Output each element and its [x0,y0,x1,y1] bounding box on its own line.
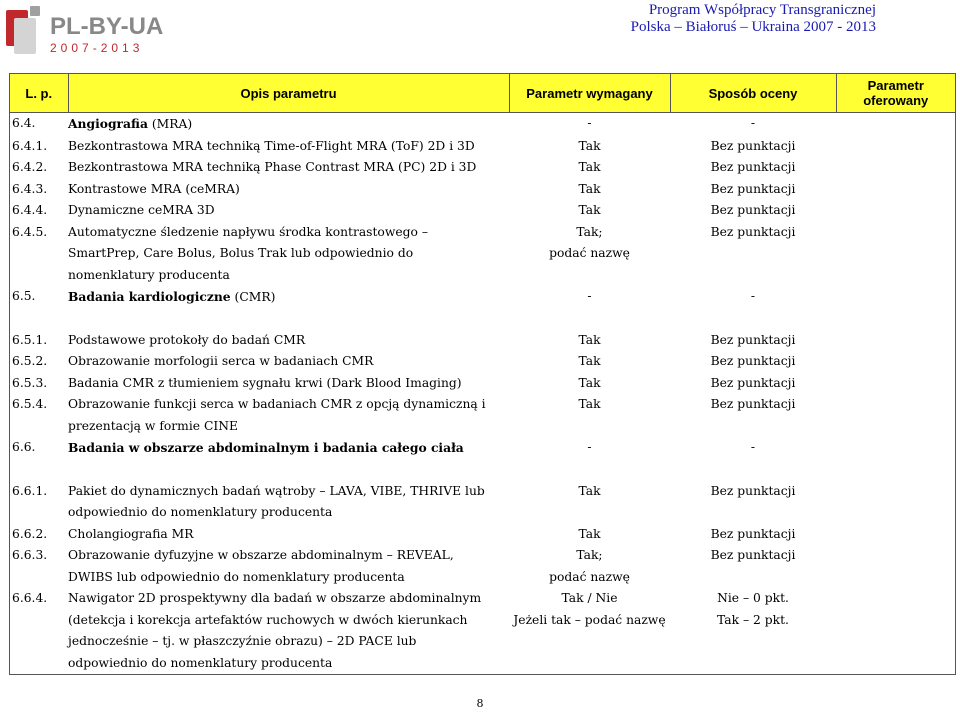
section-title: Angiografia [68,116,148,131]
row-lp: 6.4.4. [10,200,69,222]
table-row [10,524,956,546]
row-wymagany: - [587,440,592,454]
table-row [10,286,956,309]
row-wymagany: Tak [578,138,601,153]
logo-years: 2007-2013 [50,41,144,55]
row-ocena: - [750,116,756,130]
row-opis: Cholangiografia MR [68,526,194,541]
row-wymagany: Tak [578,332,601,347]
row-ocena: - [750,289,756,303]
row-lp: 6.5.1. [10,330,69,352]
row-ocena-line: Tak – 2 pkt. [717,612,789,627]
row-opis-line: SmartPrep, Care Bolus, Bolus Trak lub odpowiednio do [68,246,414,260]
row-opis [68,437,509,460]
row-ocena: Bez punktacji [710,397,796,411]
section-title: Badania kardiologiczne [68,289,231,304]
logo-emblem-square [30,6,40,16]
row-ocena: Bez punktacji [710,160,796,174]
row-wymagany: Tak [578,397,601,411]
table-row [10,394,956,437]
row-lp: 6.6.2. [10,524,69,546]
row-opis-line: jednocześnie – tj. w płaszczyźnie obrazu) – 2D PACE lub [68,634,417,648]
program-title-line1: Program Współpracy Transgranicznej [648,2,876,18]
row-opis: Bezkontrastowa MRA techniką Time-of-Flight MRA (ToF) 2D i 3D [68,138,475,153]
row-wymagany: Tak [578,160,601,174]
table-row [10,481,956,524]
program-title-line2: Polska – Białoruś – Ukraina 2007 - 2013 [630,19,876,35]
table-row [10,373,956,395]
row-opis-line: Pakiet do dynamicznych badań wątroby – LAVA, VIBE, THRIVE lub [68,483,485,498]
row-oferowany [836,200,956,222]
row-oferowany [836,113,956,136]
row-ocena: - [750,440,756,454]
row-ocena: Bez punktacji [710,181,796,196]
row-wymagany: Tak [578,203,601,217]
row-wymagany-line: Tak; [576,224,603,239]
row-lp: 6.6.1. [10,481,69,524]
page-number: 8 [476,697,484,710]
col-header-lp: L. p. [10,74,69,113]
row-lp: 6.5.3. [10,373,69,395]
row-ocena: Bez punktacji [710,483,796,498]
row-ocena: Bez punktacji [710,224,796,239]
row-opis [68,481,509,524]
row-lp: 6.4.3. [10,179,69,201]
row-wymagany: Tak [578,483,601,498]
row-opis: Podstawowe protokoły do badań CMR [68,332,306,347]
row-oferowany [836,330,956,352]
row-opis [68,222,509,287]
row-oferowany [836,351,956,373]
row-oferowany [836,437,956,460]
col-header-oferowany: Parametr oferowany [836,74,956,113]
row-opis: Dynamiczne ceMRA 3D [68,203,215,217]
row-opis-line: Nawigator 2D prospektywny dla badań w obszarze abdominalnym [68,591,482,605]
table-row [10,437,956,460]
row-lp: 6.4.2. [10,157,69,179]
row-oferowany [836,136,956,158]
row-wymagany-line: Tak; [576,548,603,562]
row-opis [68,113,509,136]
row-oferowany [836,524,956,546]
table-row [10,113,956,136]
row-oferowany [836,157,956,179]
row-opis-line: nomenklatury producenta [68,267,230,282]
row-wymagany: Tak [578,526,601,541]
row-opis [68,394,509,437]
row-oferowany [836,179,956,201]
table-row [10,222,956,287]
row-opis-line: odpowiednio do nomenklatury producenta [68,655,333,670]
program-logo [4,4,164,60]
row-oferowany [836,222,956,287]
row-wymagany-line: Tak / Nie [561,591,618,605]
table-row [10,351,956,373]
row-opis-line: Obrazowanie dyfuzyjne w obszarze abdominalnym – REVEAL, [68,548,454,562]
table-row [10,136,956,158]
row-lp: 6.4. [10,113,69,136]
row-wymagany: Tak [578,375,601,390]
row-opis-line: (detekcja i korekcja artefaktów ruchowych w dwóch kierunkach [68,612,468,627]
row-oferowany [836,481,956,524]
section-suffix: (CMR) [230,290,276,304]
table-row [10,588,956,675]
row-wymagany [509,545,670,588]
row-ocena: Bez punktacji [710,203,796,217]
row-oferowany [836,394,956,437]
row-wymagany: - [587,116,592,130]
table-row [10,545,956,588]
row-opis-line: DWIBS lub odpowiednio do nomenklatury producenta [68,569,405,584]
row-oferowany [836,588,956,675]
col-header-wymagany: Parametr wymagany [509,74,670,113]
row-oferowany [836,286,956,309]
row-wymagany-line: Jeżeli tak – podać nazwę [513,612,666,627]
row-wymagany-line: podać nazwę [549,569,630,584]
row-opis-line: Automatyczne śledzenie napływu środka kontrastowego – [68,224,428,239]
row-ocena: Bez punktacji [710,548,796,562]
row-wymagany-line: podać nazwę [549,246,630,260]
row-wymagany [509,588,670,675]
row-wymagany: Tak [578,181,601,196]
table-row [10,200,956,222]
row-oferowany [836,373,956,395]
row-ocena: Bez punktacji [710,375,796,390]
row-lp: 6.6.4. [10,588,69,675]
row-opis-line: Obrazowanie funkcji serca w badaniach CMR z opcją dynamiczną i [68,397,486,411]
row-lp: 6.5. [10,286,69,309]
col-header-ocena: Sposób oceny [670,74,836,113]
row-ocena: Bez punktacji [710,354,796,368]
program-title [631,2,876,36]
row-lp: 6.6.3. [10,545,69,588]
row-wymagany: Tak [578,354,601,368]
row-opis-line: odpowiednio do nomenklatury producenta [68,505,333,519]
row-wymagany [509,222,670,287]
section-suffix: (MRA) [147,117,193,131]
row-lp: 6.5.4. [10,394,69,437]
row-opis: Badania CMR z tłumieniem sygnału krwi (Dark Blood Imaging) [68,375,462,390]
row-opis [68,545,509,588]
row-ocena: Bez punktacji [710,332,796,347]
row-opis-line: prezentacją w formie CINE [68,418,238,433]
row-opis [68,588,509,675]
row-ocena: Bez punktacji [710,138,796,153]
row-opis: Obrazowanie morfologii serca w badaniach CMR [68,354,374,368]
table-row [10,179,956,201]
row-ocena-line: Nie – 0 pkt. [717,591,789,605]
logo-emblem-grey [14,18,36,54]
table-header-row [10,74,956,113]
row-wymagany: - [587,289,592,303]
parameters-table [9,73,956,675]
table-row [10,157,956,179]
row-lp: 6.4.5. [10,222,69,287]
row-ocena [670,588,836,675]
row-ocena: Bez punktacji [710,526,796,541]
row-opis: Bezkontrastowa MRA techniką Phase Contrast MRA (PC) 2D i 3D [68,160,477,174]
row-lp: 6.5.2. [10,351,69,373]
col-header-opis: Opis parametru [68,74,509,113]
row-lp: 6.6. [10,437,69,460]
spacer-row [10,460,956,481]
spacer-row [10,309,956,330]
row-oferowany [836,545,956,588]
section-title: Badania w obszarze abdominalnym i badania całego ciała [68,440,464,455]
logo-text: PL-BY-UA [50,13,164,40]
table-row [10,330,956,352]
row-opis [68,286,509,309]
row-opis: Kontrastowe MRA (ceMRA) [68,181,240,196]
row-lp: 6.4.1. [10,136,69,158]
